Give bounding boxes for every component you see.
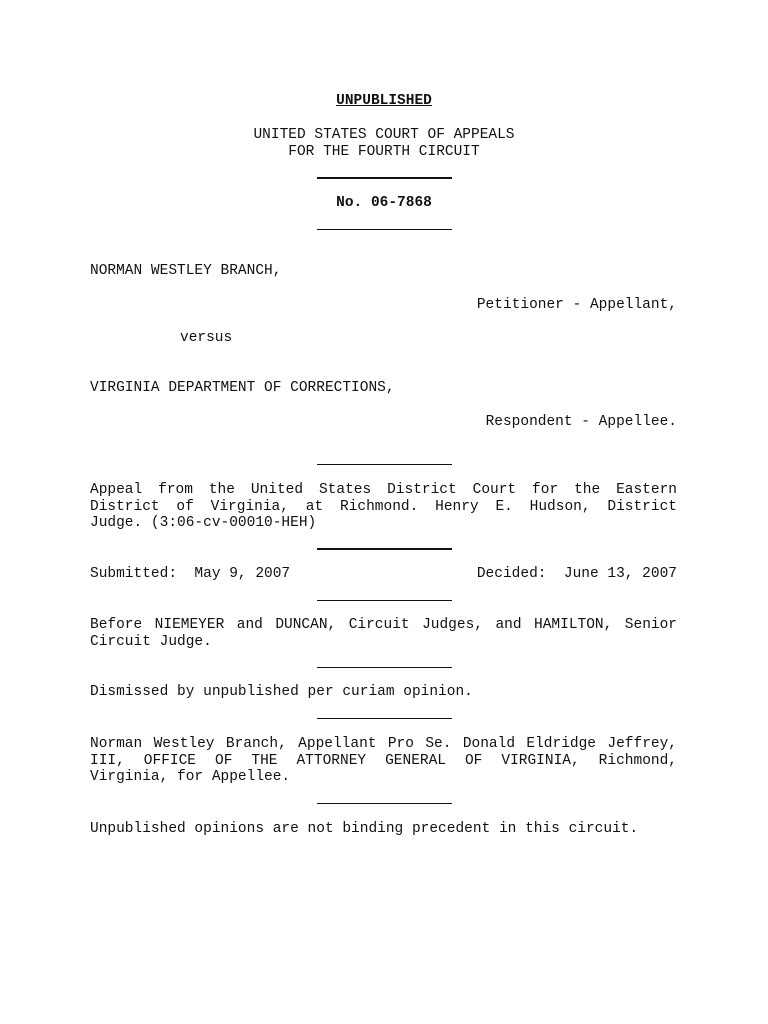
- appeal-paragraph: [90, 482, 677, 532]
- respondent-role: Respondent - Appellee.: [485, 414, 677, 430]
- divider-rule: [317, 718, 452, 719]
- appeal-line1: Appeal from the United States District Court for the Eastern: [90, 482, 677, 498]
- divider-rule: [317, 464, 452, 465]
- divider-rule: [317, 803, 452, 804]
- counsel-paragraph: [90, 736, 677, 786]
- court-name-line2: FOR THE FOURTH CIRCUIT: [288, 144, 480, 160]
- petitioner-role: Petitioner - Appellant,: [476, 297, 677, 313]
- panel-line1: Before NIEMEYER and DUNCAN, Circuit Judges, and HAMILTON, Senior: [90, 617, 677, 633]
- panel-line2: Circuit Judge.: [90, 633, 212, 650]
- counsel-line1: Norman Westley Branch, Appellant Pro Se. Donald Eldridge Jeffrey,: [90, 736, 677, 752]
- divider-rule: [317, 229, 452, 230]
- panel-paragraph: [90, 617, 677, 650]
- divider-rule: [317, 600, 452, 601]
- unpublished-heading: UNPUBLISHED: [336, 93, 432, 109]
- appeal-line3: Judge. (3:06-cv-00010-HEH): [90, 515, 317, 532]
- submitted-date: Submitted: May 9, 2007: [90, 566, 291, 582]
- counsel-line2: III, OFFICE OF THE ATTORNEY GENERAL OF VIRGINIA, Richmond,: [90, 752, 677, 769]
- court-name-line1: UNITED STATES COURT OF APPEALS: [253, 127, 515, 143]
- counsel-line3: Virginia, for Appellee.: [90, 769, 291, 786]
- divider-rule: [317, 548, 452, 550]
- decided-date: Decided: June 13, 2007: [476, 566, 677, 582]
- petitioner-name: NORMAN WESTLEY BRANCH,: [90, 263, 282, 279]
- disposition-text: Dismissed by unpublished per curiam opinion.: [90, 684, 473, 700]
- versus-label: versus: [180, 330, 233, 346]
- precedent-notice: Unpublished opinions are not binding precedent in this circuit.: [90, 821, 639, 837]
- appeal-line2: District of Virginia, at Richmond. Henry E. Hudson, District: [90, 498, 677, 515]
- respondent-name: VIRGINIA DEPARTMENT OF CORRECTIONS,: [90, 380, 395, 396]
- divider-rule: [317, 177, 452, 179]
- case-number: No. 06-7868: [336, 195, 432, 211]
- divider-rule: [317, 667, 452, 668]
